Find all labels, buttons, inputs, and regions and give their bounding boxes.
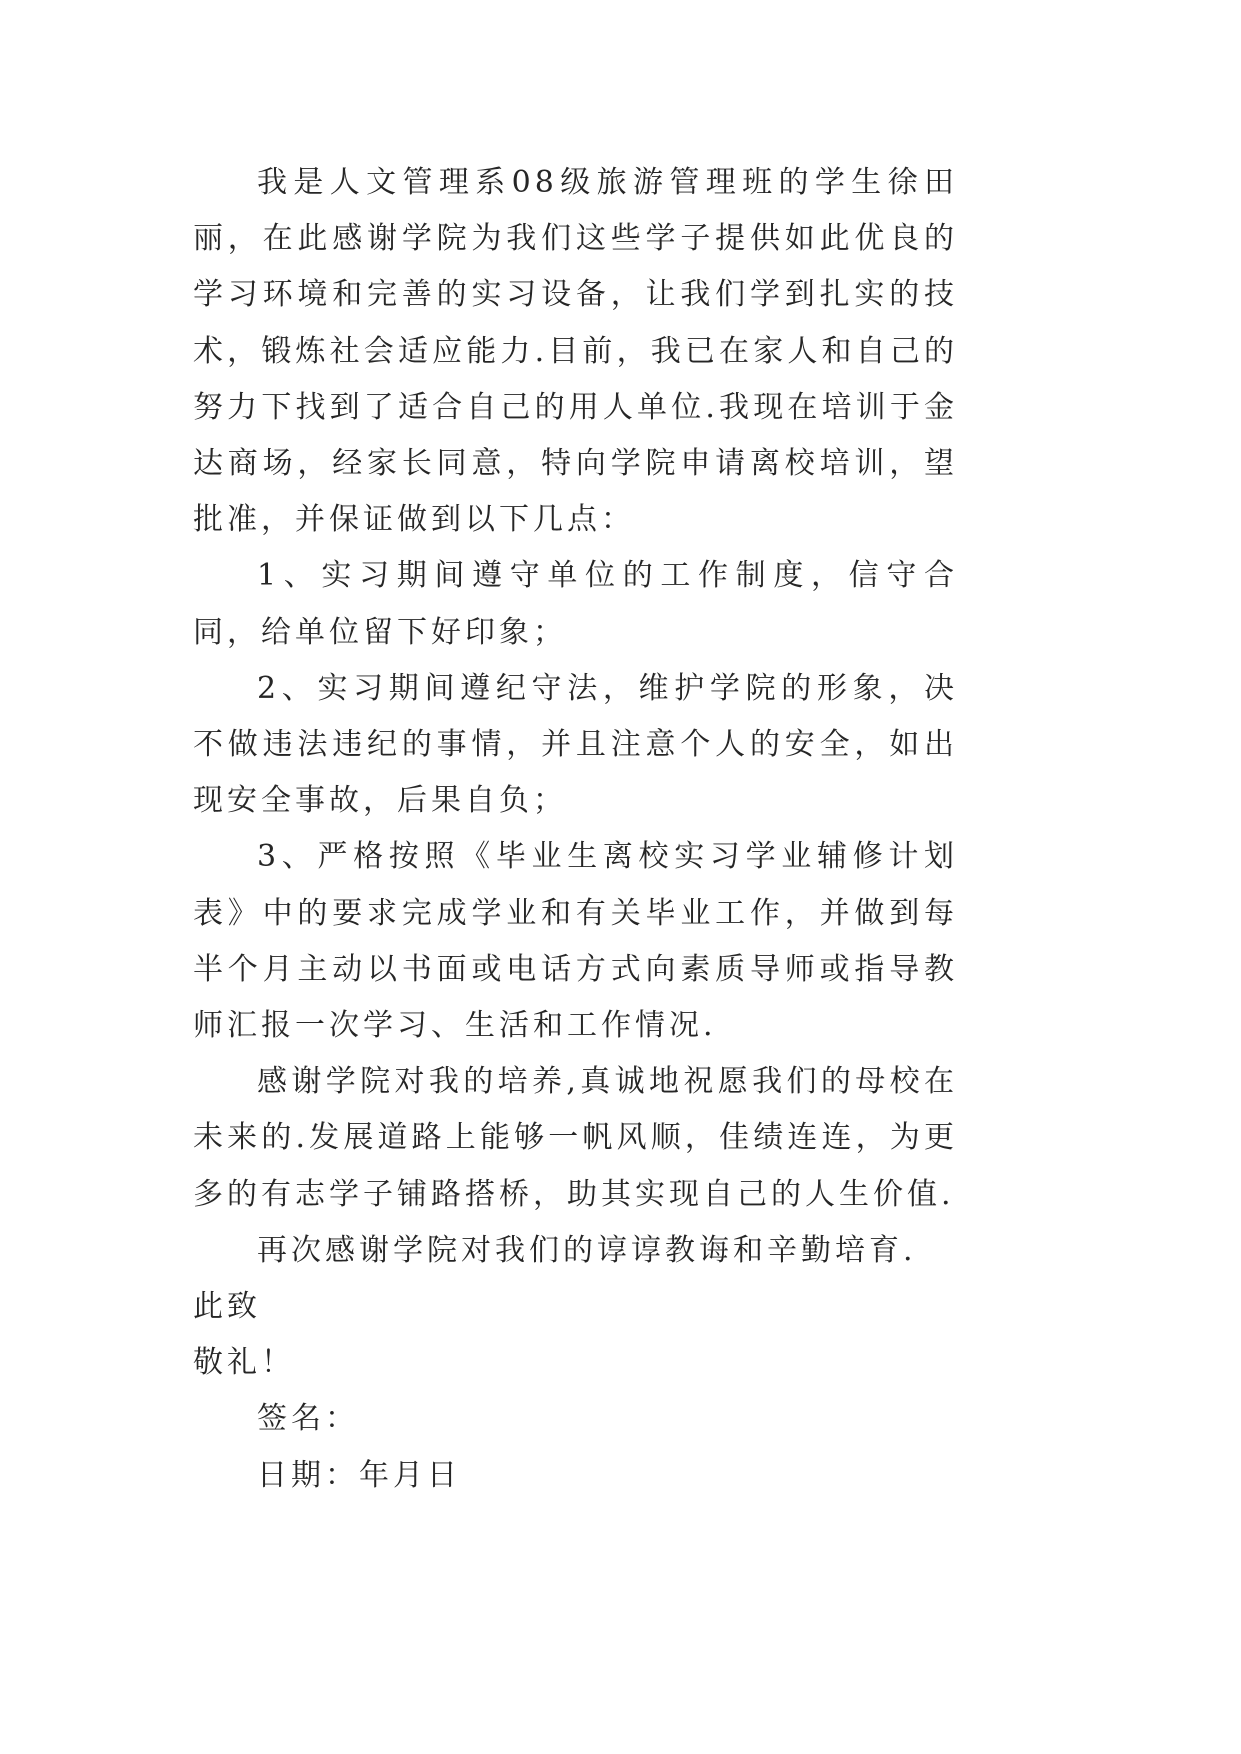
- commitment-item-2: 2、实习期间遵纪守法，维护学院的形象，决不做违法违纪的事情，并且注意个人的安全，如出现安全事故，后果自负；: [193, 670, 958, 819]
- intro-paragraph: 我是人文管理系08级旅游管理班的学生徐田丽，在此感谢学院为我们这些学子提供如此优良的学习环境和完善的实习设备，让我们学到扎实的技术，锻炼社会适应能力.目前，我已在家人和自己的努力下找到了适合自己的用人单位.我现在培训于金达商场，经家长同意，特向学院申请离校培训，望批准，并保证做到以下几点：: [193, 165, 958, 538]
- date-label: 日期：年月日: [257, 1457, 461, 1493]
- commitment-item-1: 1、实习期间遵守单位的工作制度，信守合同，给单位留下好印象；: [193, 558, 958, 650]
- salutation-line-2: 敬礼！: [193, 1345, 295, 1381]
- signature-label: 签名：: [257, 1401, 359, 1437]
- salutation-line-1: 此致: [193, 1289, 261, 1325]
- commitment-item-3: 3、严格按照《毕业生离校实习学业辅修计划表》中的要求完成学业和有关毕业工作，并做到每半个月主动以书面或电话方式向素质导师或指导教师汇报一次学习、生活和工作情况.: [193, 839, 958, 1044]
- thanks-paragraph: 感谢学院对我的培养,真诚地祝愿我们的母校在未来的.发展道路上能够一帆风顺，佳绩连连，为更多的有志学子铺路搭桥，助其实现自己的人生价值.: [193, 1064, 958, 1212]
- letter-body: [193, 155, 958, 1504]
- closing-thanks-paragraph: 再次感谢学院对我们的谆谆教诲和辛勤培育.: [257, 1232, 917, 1268]
